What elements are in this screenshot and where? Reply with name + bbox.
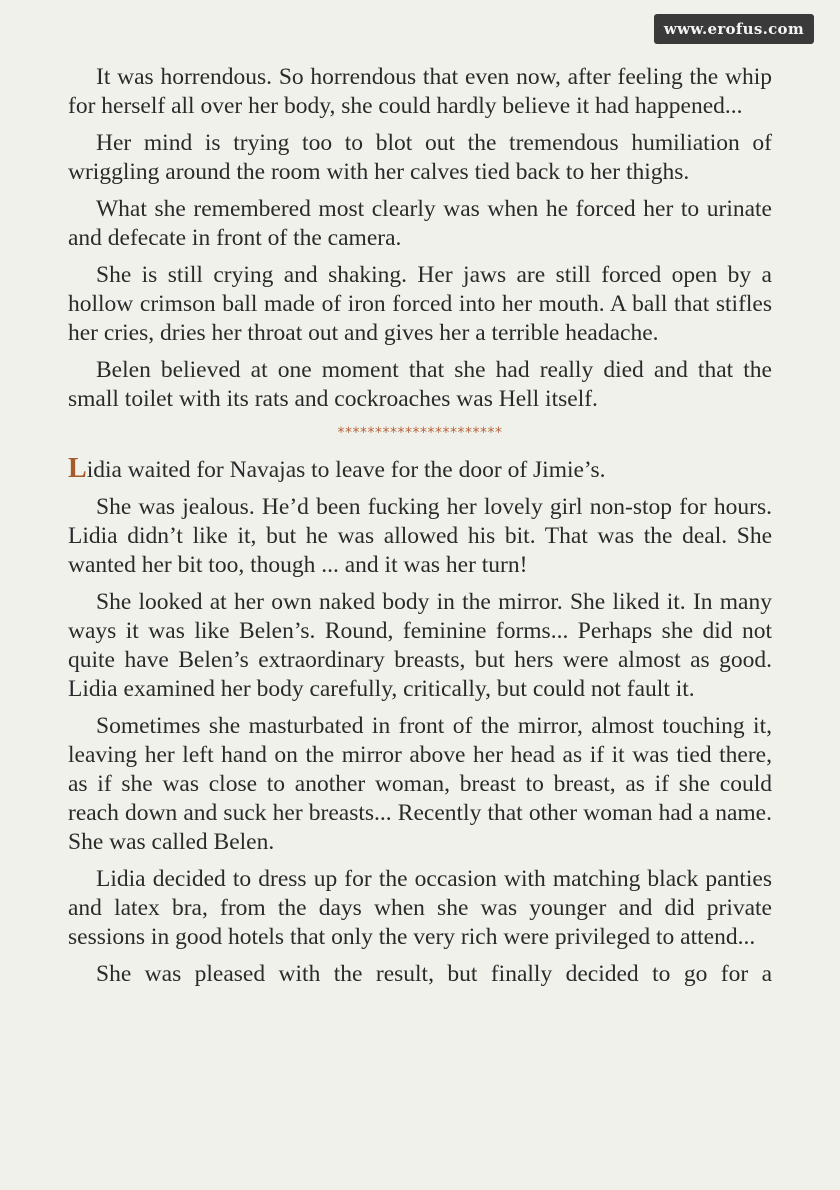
watermark-badge: www.erofus.com (654, 14, 814, 44)
paragraph: Her mind is trying too to blot out the tremendous humiliation of wriggling around the room with her calves tied back to her thighs. (68, 130, 772, 185)
paragraph: Lidia decided to dress up for the occasion with matching black panties and latex bra, from the days when she was younger and did private sessions in good hotels that only the very rich were privileged to attend... (68, 866, 772, 950)
paragraph: Belen believed at one moment that she had really died and that the small toilet with its rats and cockroaches was Hell itself. (68, 357, 772, 412)
paragraph-opening (68, 454, 772, 485)
paragraph: It was horrendous. So horrendous that even now, after feeling the whip for herself all over her body, she could hardly believe it had happened... (68, 64, 772, 119)
opening-text: idia waited for Navajas to leave for the door of Jimie’s. (86, 457, 606, 483)
paragraph: Sometimes she masturbated in front of the mirror, almost touching it, leaving her left hand on the mirror above her head as if it was tied there, as if she was close to another woman, breast to breast, as if she could reach down and suck her breasts... Recently that other woman had a name. She was called Belen. (68, 713, 772, 855)
section-separator: ********************** (337, 425, 503, 441)
paragraph: She looked at her own naked body in the mirror. She liked it. In many ways it was like Belen’s. Round, feminine forms... Perhaps she did not quite have Belen’s extraordinary breasts, but hers were almost as good. Lidia examined her body carefully, critically, but could not fault it. (68, 589, 772, 702)
paragraph: She was jealous. He’d been fucking her lovely girl non-stop for hours. Lidia didn’t like it, but he was allowed his bit. That was the deal. She wanted her bit too, though ... and it was her turn! (68, 494, 772, 578)
page-body (68, 63, 772, 997)
paragraph-last: She was pleased with the result, but finally decided to go for a (96, 961, 772, 987)
drop-cap: L (68, 453, 87, 484)
paragraph: What she remembered most clearly was when he forced her to urinate and defecate in front of the camera. (68, 196, 772, 251)
paragraph: She is still crying and shaking. Her jaws are still forced open by a hollow crimson ball made of iron forced into her mouth. A ball that stifles her cries, dries her throat out and gives her a terrible headache. (68, 262, 772, 346)
